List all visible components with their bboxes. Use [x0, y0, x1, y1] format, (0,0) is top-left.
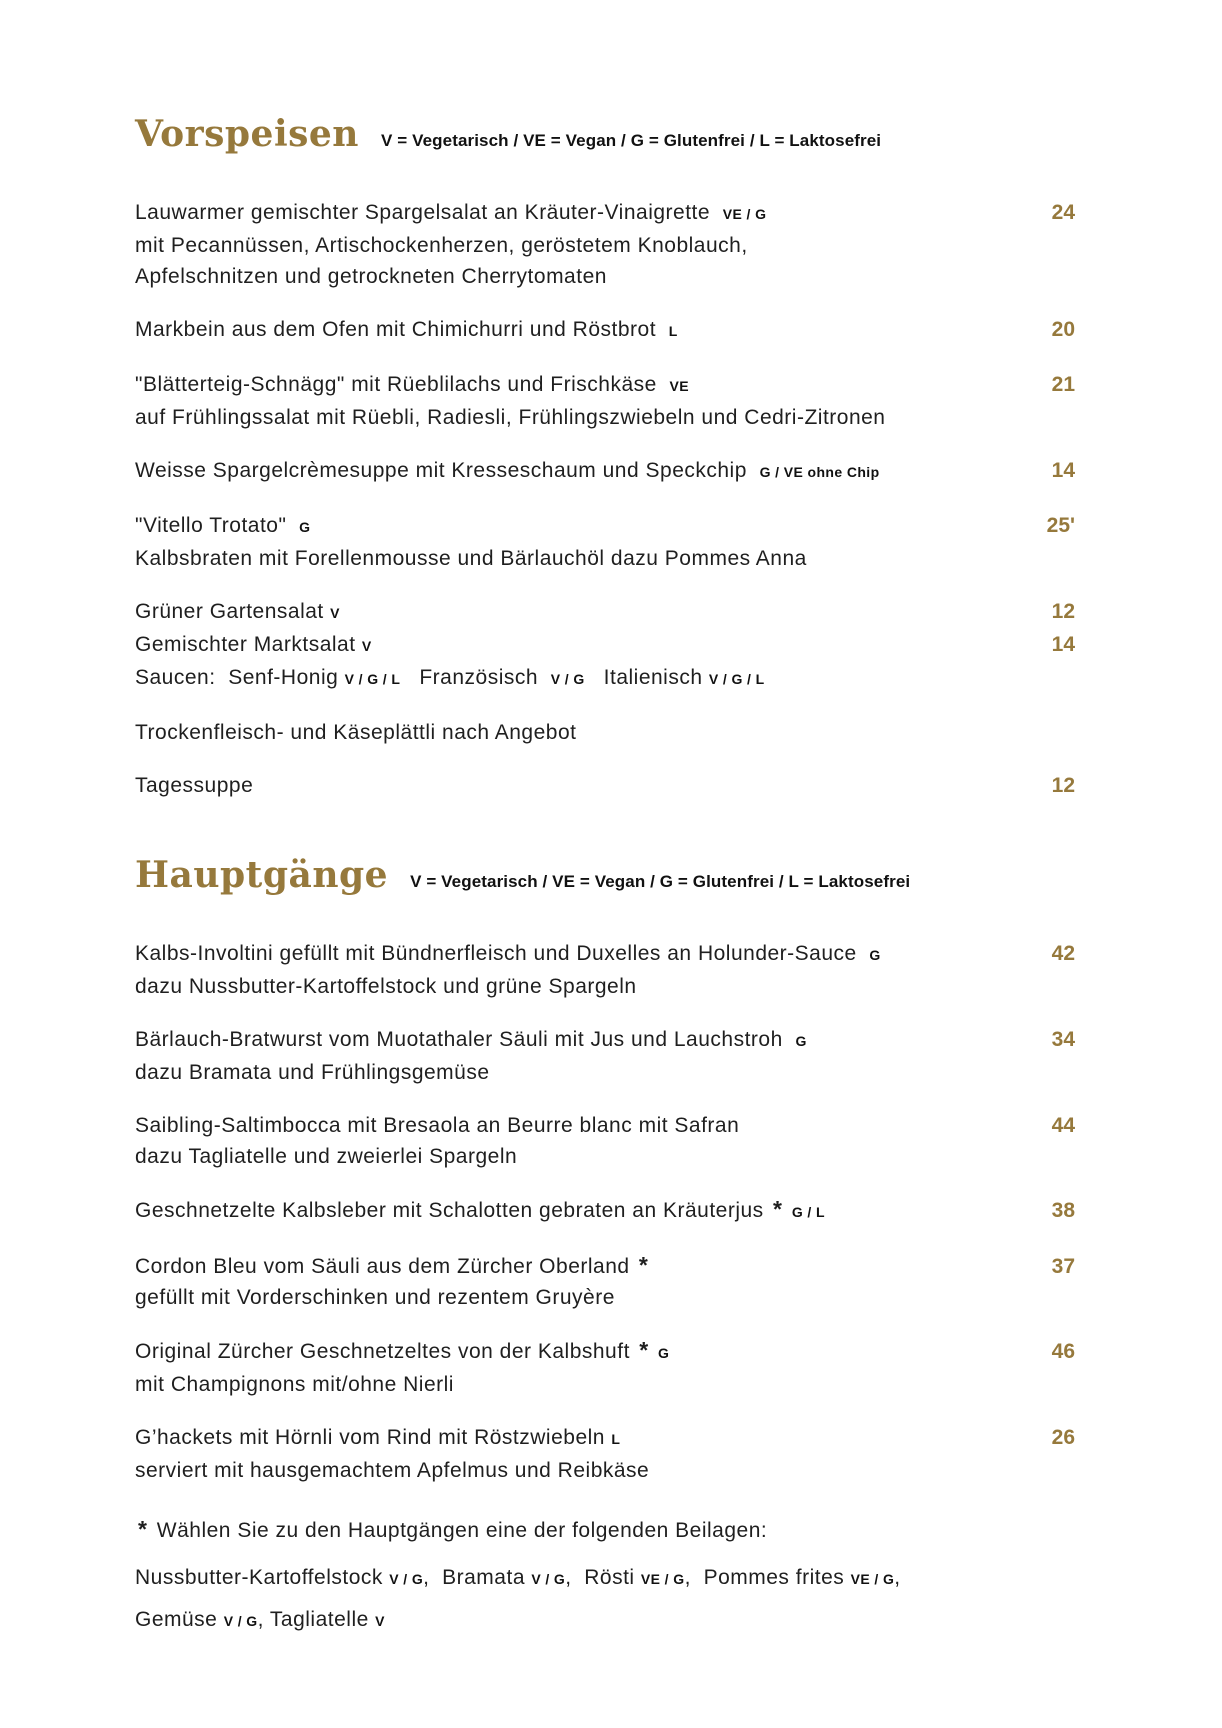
menu-item	[135, 455, 1075, 488]
sides-footnote	[135, 1514, 1075, 1637]
section-title: Vorspeisen	[135, 113, 359, 155]
item-title	[135, 938, 1003, 971]
item-description-line: gefüllt mit Vorderschinken und rezentem Gruyère	[135, 1286, 615, 1309]
item-description-line: auf Frühlingssalat mit Rüebli, Radiesli, Frühlingszwiebeln und Cedri-Zitronen	[135, 406, 886, 429]
item-price: 12	[1051, 774, 1075, 797]
menu-item	[135, 629, 1075, 662]
item-text: Original Zürcher Geschnetzeltes von der Kalbshuft	[135, 1340, 637, 1363]
item-row	[135, 1194, 1075, 1228]
footnote-sides-line	[135, 1562, 1075, 1595]
item-title	[135, 1194, 1003, 1228]
item-title	[135, 197, 1003, 230]
item-row	[135, 770, 1075, 801]
item-title	[135, 510, 1003, 543]
item-row	[135, 197, 1075, 230]
diet-tag: G	[658, 1345, 670, 1361]
item-text: Bärlauch-Bratwurst vom Muotathaler Säuli mit Jus und Lauchstroh	[135, 1028, 796, 1051]
menu-item	[135, 510, 1075, 574]
item-text: Lauwarmer gemischter Spargelsalat an Kräuter-Vinaigrette	[135, 201, 723, 224]
item-price: 26	[1051, 1426, 1075, 1449]
section-header	[135, 110, 1075, 165]
diet-tag: V	[361, 638, 372, 654]
item-description-line: dazu Tagliatelle und zweierlei Spargeln	[135, 1145, 518, 1168]
item-text: Gemischter Marktsalat	[135, 633, 362, 656]
section-hauptgaenge	[135, 851, 1075, 1486]
item-title	[135, 455, 1003, 488]
menu-item	[135, 717, 1075, 748]
menu-item	[135, 1024, 1075, 1088]
item-description-line: Apfelschnitzen und getrockneten Cherrytomaten	[135, 265, 607, 288]
section-title: Hauptgänge	[135, 854, 389, 896]
item-text: Trockenfleisch- und Käseplättli nach Angebot	[135, 721, 577, 744]
item-text: , Rösti	[565, 1566, 641, 1589]
item-row	[135, 1250, 1075, 1282]
diet-legend: V = Vegetarisch / VE = Vegan / G = Glutenfrei / L = Laktosefrei	[410, 872, 911, 891]
item-title	[135, 770, 1003, 801]
item-text: "Blätterteig-Schnägg" mit Rüeblilachs und Frischkäse	[135, 373, 670, 396]
diet-tag: V	[330, 605, 340, 621]
diet-tag: G	[795, 1033, 807, 1049]
item-text: , Bramata	[423, 1566, 532, 1589]
diet-tag: G	[299, 519, 311, 535]
diet-tag: V	[375, 1613, 385, 1629]
menu-item	[135, 770, 1075, 801]
item-row	[135, 938, 1075, 971]
diet-tag: V / G	[389, 1571, 424, 1587]
item-price: 12	[1051, 600, 1075, 623]
diet-tag: V / G	[550, 671, 585, 687]
item-row	[135, 1024, 1075, 1057]
menu-item	[135, 1422, 1075, 1486]
menu-item	[135, 197, 1075, 292]
item-text: Markbein aus dem Ofen mit Chimichurri und Röstbrot	[135, 318, 669, 341]
item-title	[135, 1250, 1003, 1282]
diet-tag: VE / G	[850, 1571, 895, 1587]
item-text: Wählen Sie zu den Hauptgängen eine der folgenden Beilagen:	[150, 1519, 768, 1542]
item-row	[135, 1422, 1075, 1455]
footnote-sides-line	[135, 1604, 1075, 1637]
item-text: Kalbs-Involtini gefüllt mit Bündnerfleisch und Duxelles an Holunder-Sauce	[135, 942, 870, 965]
item-text: Cordon Bleu vom Säuli aus dem Zürcher Oberland	[135, 1255, 636, 1278]
item-price: 21	[1051, 373, 1075, 396]
item-price: 24	[1051, 201, 1075, 224]
item-row	[135, 510, 1075, 543]
menu-item	[135, 596, 1075, 629]
item-row	[135, 629, 1075, 662]
diet-tag: L	[611, 1431, 621, 1447]
item-row	[135, 1335, 1075, 1369]
diet-tag: VE / G	[722, 206, 767, 222]
menu-item	[135, 314, 1075, 347]
item-text: Saucen: Senf-Honig	[135, 666, 345, 689]
diet-tag: VE / G	[640, 1571, 685, 1587]
item-price: 46	[1051, 1340, 1075, 1363]
item-price: 38	[1051, 1199, 1075, 1222]
item-title	[135, 1335, 1003, 1369]
section-header	[135, 851, 1075, 906]
item-text: Geschnetzelte Kalbsleber mit Schalotten gebraten an Kräuterjus	[135, 1199, 771, 1222]
menu-item	[135, 369, 1075, 433]
item-price: 20	[1051, 318, 1075, 341]
side-choice-star: *	[639, 1337, 649, 1363]
item-text: , Tagliatelle	[257, 1608, 376, 1631]
item-text: Italienisch	[584, 666, 709, 689]
item-row	[135, 596, 1075, 629]
item-text: "Vitello Trotato"	[135, 514, 300, 537]
item-text: Saibling-Saltimbocca mit Bresaola an Beurre blanc mit Safran	[135, 1114, 740, 1137]
item-text: Weisse Spargelcrèmesuppe mit Kresseschaum und Speckchip	[135, 459, 760, 482]
item-title	[135, 369, 1003, 402]
menu-item	[135, 1250, 1075, 1313]
diet-tag: G / L	[791, 1204, 825, 1220]
item-text: Gemüse	[135, 1608, 224, 1631]
item-text: Grüner Gartensalat	[135, 600, 331, 623]
item-title	[135, 314, 1003, 347]
diet-tag: VE	[669, 378, 689, 394]
item-description-line: serviert mit hausgemachtem Apfelmus und Reibkäse	[135, 1459, 650, 1482]
diet-tag: V / G / L	[708, 671, 765, 687]
item-title	[135, 717, 1075, 748]
item-title	[135, 596, 1003, 629]
menu-item	[135, 1194, 1075, 1228]
item-price: 44	[1051, 1114, 1075, 1137]
item-price: 25'	[1046, 514, 1075, 537]
item-text: ,	[894, 1566, 901, 1589]
item-description-line: Kalbsbraten mit Forellenmousse und Bärlauchöl dazu Pommes Anna	[135, 547, 807, 570]
diet-tag: G	[869, 947, 881, 963]
side-choice-star: *	[773, 1196, 783, 1222]
diet-legend: V = Vegetarisch / VE = Vegan / G = Glutenfrei / L = Laktosefrei	[380, 131, 882, 150]
item-title	[135, 1110, 1003, 1141]
item-row	[135, 1110, 1075, 1141]
item-row	[135, 314, 1075, 347]
item-row	[135, 369, 1075, 402]
item-text: Tagessuppe	[135, 774, 254, 797]
menu-item	[135, 1335, 1075, 1400]
item-row	[135, 717, 1075, 748]
diet-tag: L	[668, 323, 678, 339]
item-text: , Pommes frites	[684, 1566, 851, 1589]
item-description-line: mit Champignons mit/ohne Nierli	[135, 1373, 454, 1396]
menu-sections	[135, 110, 1075, 1486]
menu-item	[135, 938, 1075, 1002]
diet-tag: G / VE ohne Chip	[759, 464, 880, 480]
menu-item	[135, 1110, 1075, 1172]
item-row	[135, 662, 1075, 695]
side-choice-star: *	[638, 1252, 649, 1278]
diet-tag: V / G / L	[344, 671, 401, 687]
item-text: Nussbutter-Kartoffelstock	[135, 1566, 390, 1589]
item-description-line: dazu Bramata und Frühlingsgemüse	[135, 1061, 490, 1084]
diet-tag: V / G	[223, 1613, 258, 1629]
item-price: 14	[1051, 633, 1075, 656]
menu-item	[135, 662, 1075, 695]
item-text: G’hackets mit Hörnli vom Rind mit Röstzwiebeln	[135, 1426, 612, 1449]
item-price: 14	[1051, 459, 1075, 482]
item-row	[135, 455, 1075, 488]
item-title	[135, 1422, 1003, 1455]
footnote-intro	[135, 1514, 1075, 1546]
item-title	[135, 1024, 1003, 1057]
section-vorspeisen	[135, 110, 1075, 801]
side-choice-star: *	[138, 1516, 148, 1542]
item-title	[135, 629, 1003, 662]
item-title	[135, 662, 1075, 695]
item-price: 42	[1051, 942, 1075, 965]
item-price: 37	[1051, 1255, 1075, 1278]
item-text: Französisch	[400, 666, 551, 689]
diet-tag: V / G	[531, 1571, 566, 1587]
item-price: 34	[1051, 1028, 1075, 1051]
item-description-line: dazu Nussbutter-Kartoffelstock und grüne Spargeln	[135, 975, 637, 998]
item-description-line: mit Pecannüssen, Artischockenherzen, geröstetem Knoblauch,	[135, 234, 748, 257]
